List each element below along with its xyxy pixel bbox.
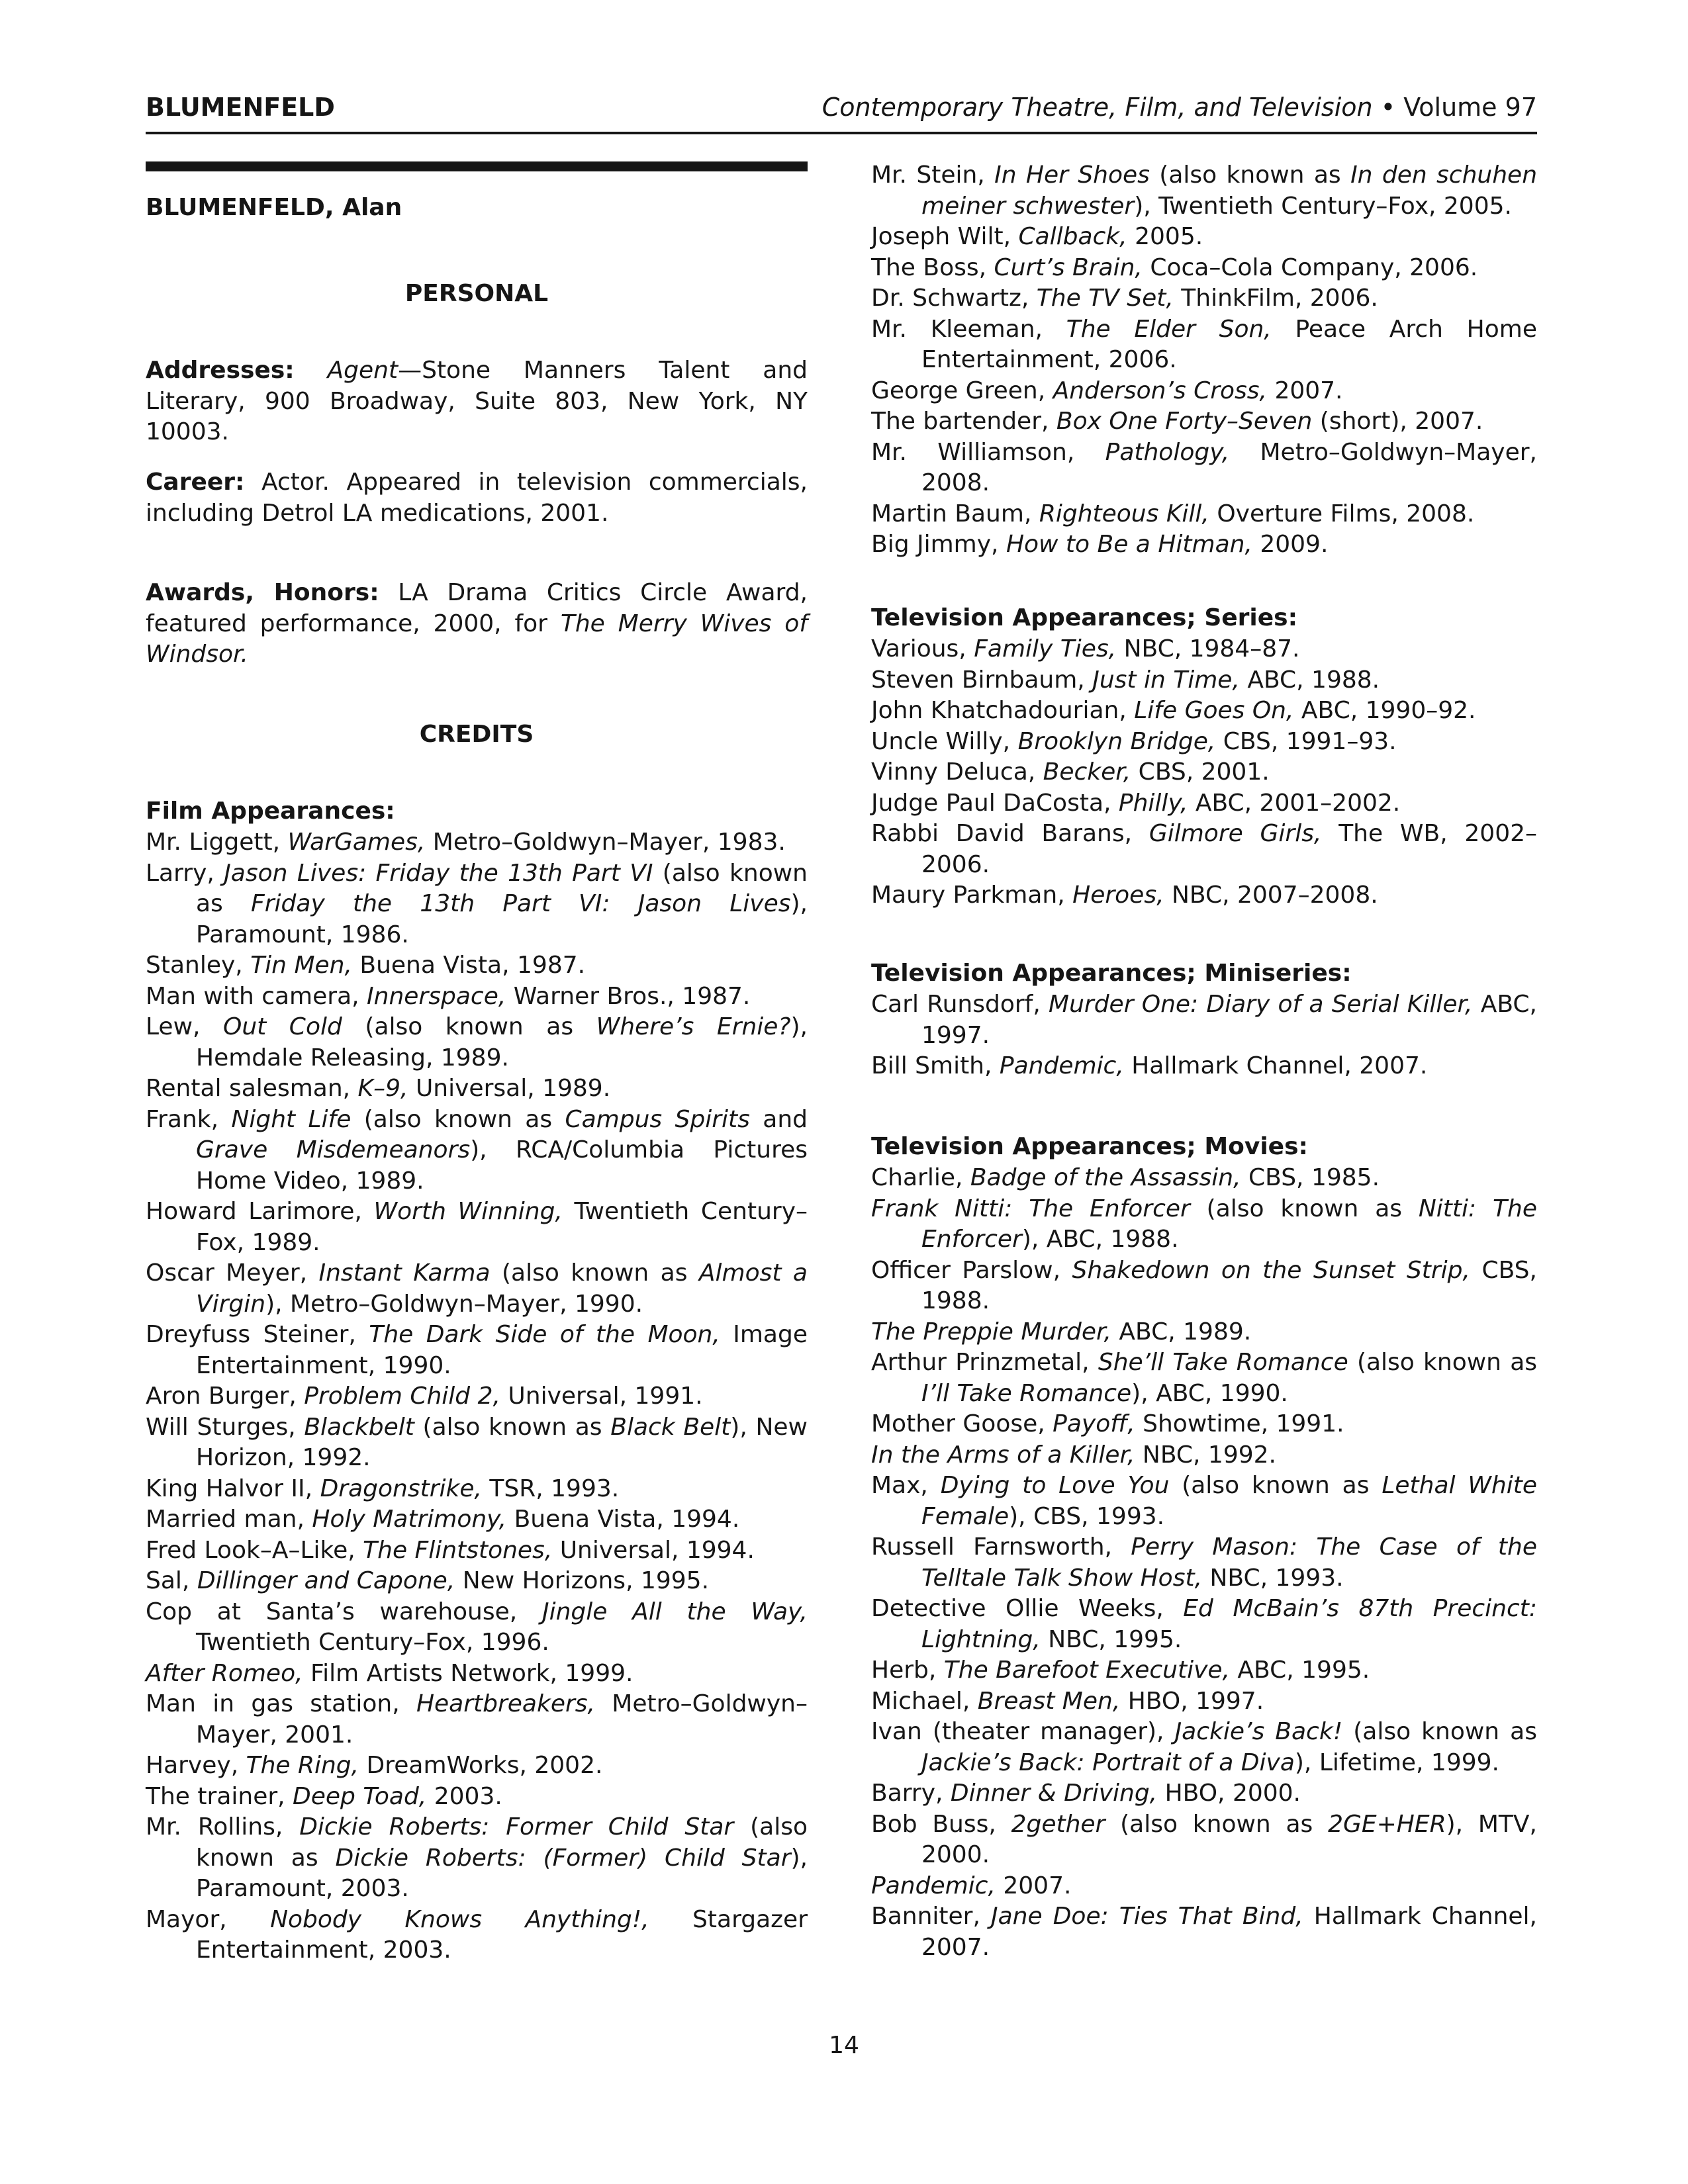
- volume-label: Volume 97: [1403, 93, 1537, 122]
- career-text: Actor. Appeared in television commercials, including Detrol LA medications, 2001.: [146, 469, 808, 527]
- credit-title: Lethal White Female: [921, 1472, 1538, 1530]
- credit-text: Big Jimmy,: [871, 531, 1006, 558]
- credit-text: (also known as: [1342, 1718, 1537, 1745]
- credit-entry: [146, 1812, 808, 1905]
- credit-title: Pandemic,: [999, 1052, 1124, 1079]
- credit-entry: [871, 437, 1537, 499]
- credit-text: Vinny Deluca,: [871, 758, 1043, 786]
- credit-entry: [146, 1782, 808, 1813]
- credit-text: (also known as: [414, 1413, 611, 1441]
- credit-title: Gilmore Girls,: [1149, 820, 1322, 847]
- credit-title: Breast Men,: [977, 1687, 1121, 1715]
- awards-label: Awards, Honors:: [146, 579, 379, 606]
- credit-entry: [146, 1689, 808, 1751]
- credit-text: Warner Bros., 1987.: [506, 982, 751, 1010]
- credit-text: 2007.: [995, 1872, 1072, 1899]
- credit-text: George Green,: [871, 377, 1053, 404]
- tv-series-list: [871, 634, 1537, 911]
- credit-text: NBC, 1993.: [1202, 1564, 1344, 1592]
- credit-text: (also known as: [1190, 1195, 1419, 1222]
- credit-text: Stargazer Entertainment, 2003.: [196, 1905, 808, 1964]
- credit-text: Metro–Goldwyn–Mayer, 1983.: [425, 829, 786, 856]
- credit-entry: [871, 1440, 1537, 1471]
- credit-text: Ivan (theater manager),: [871, 1718, 1175, 1745]
- credit-text: Universal, 1994.: [552, 1536, 755, 1564]
- credit-entry: [871, 1409, 1537, 1440]
- credit-text: ABC, 2001–2002.: [1188, 789, 1401, 817]
- credit-title: Friday the 13th Part VI: Jason Lives: [251, 890, 791, 917]
- credit-title: Heartbreakers,: [416, 1690, 595, 1717]
- addresses-paragraph: [146, 355, 808, 448]
- credit-text: The WB, 2002–2006.: [921, 820, 1538, 878]
- credit-entry: [871, 222, 1537, 253]
- credit-title: Blackbelt: [304, 1413, 414, 1441]
- credit-text: CBS, 1985.: [1241, 1164, 1380, 1191]
- credit-text: Barry,: [871, 1780, 951, 1807]
- credit-text: Buena Vista, 1987.: [352, 952, 586, 979]
- credit-text: Bob Buss,: [871, 1810, 1011, 1838]
- tv-miniseries-list: [871, 989, 1537, 1082]
- credit-text: CBS, 2001.: [1131, 758, 1270, 786]
- running-header: [146, 89, 1537, 134]
- credit-entry: [871, 1871, 1537, 1902]
- credit-title: Jason Lives: Friday the 13th Part VI: [224, 859, 653, 887]
- header-bullet: •: [1380, 93, 1396, 122]
- credit-title: She’ll Take Romance: [1098, 1349, 1348, 1376]
- credit-text: The Boss,: [871, 253, 994, 281]
- credit-text: Peace Arch Home Entertainment, 2006.: [921, 315, 1537, 373]
- credit-title: After Romeo,: [146, 1659, 303, 1687]
- credit-text: Steven Birnbaum,: [871, 666, 1093, 694]
- credit-text: ), MTV, 2000.: [921, 1810, 1537, 1868]
- credit-entry: [871, 1717, 1537, 1778]
- credit-title: Holy Matrimony,: [312, 1506, 507, 1533]
- credit-text: (also known as: [1149, 161, 1351, 189]
- credit-text: Metro–Goldwyn–Mayer, 2001.: [196, 1690, 808, 1749]
- credit-title: Problem Child 2,: [304, 1383, 500, 1410]
- credit-title: The Dark Side of the Moon,: [369, 1321, 720, 1348]
- credit-text: (also known as: [342, 1013, 596, 1040]
- credit-title: Almost a Virgin: [196, 1259, 808, 1318]
- credit-entry: [146, 1105, 808, 1197]
- credit-entry: [871, 727, 1537, 758]
- credit-text: Judge Paul DaCosta,: [871, 789, 1119, 817]
- career-paragraph: [146, 467, 808, 529]
- credit-entry: [871, 634, 1537, 665]
- credit-text: NBC, 1995.: [1040, 1625, 1182, 1653]
- credit-text: ), Hemdale Releasing, 1989.: [196, 1013, 808, 1071]
- credit-title: Campus Spirits: [565, 1105, 750, 1133]
- credit-text: Aron Burger,: [146, 1383, 305, 1410]
- credit-title: Callback,: [1018, 223, 1127, 250]
- credit-text: Dreyfuss Steiner,: [146, 1321, 369, 1348]
- credit-entry: [871, 529, 1537, 561]
- credit-text: Mr. Rollins,: [146, 1813, 300, 1841]
- credit-text: ), Lifetime, 1999.: [1294, 1749, 1499, 1776]
- credit-title: Shakedown on the Sunset Strip,: [1072, 1256, 1470, 1284]
- credit-text: Oscar Meyer,: [146, 1259, 319, 1287]
- credit-text: Metro–Goldwyn–Mayer, 2008.: [921, 438, 1537, 496]
- credit-text: NBC, 1992.: [1135, 1441, 1276, 1469]
- credit-text: King Halvor II,: [146, 1475, 320, 1502]
- credit-text: Dr. Schwartz,: [871, 285, 1037, 312]
- credit-entry: [871, 1471, 1537, 1532]
- credit-text: ABC, 1989.: [1111, 1318, 1252, 1345]
- credit-text: Mr. Williamson,: [871, 438, 1105, 466]
- credit-title: WarGames,: [287, 829, 426, 856]
- awards-paragraph: [146, 578, 808, 670]
- credit-text: Mr. Stein,: [871, 161, 995, 189]
- credit-text: NBC, 1984–87.: [1116, 635, 1300, 662]
- credit-text: (also known as: [490, 1259, 699, 1287]
- credit-text: Maury Parkman,: [871, 882, 1073, 909]
- credit-text: Herb,: [871, 1657, 944, 1684]
- section-title-film: Film Appearances:: [146, 797, 395, 825]
- credit-text: Bill Smith,: [871, 1052, 1000, 1079]
- credit-title: In the Arms of a Killer,: [871, 1441, 1135, 1469]
- credit-text: Michael,: [871, 1687, 978, 1715]
- credit-text: Will Sturges,: [146, 1413, 305, 1441]
- credit-title: Jackie’s Back!: [1174, 1718, 1343, 1745]
- credit-entry: [146, 1597, 808, 1659]
- credit-entry: [146, 1905, 808, 1966]
- credit-text: Joseph Wilt,: [871, 223, 1019, 250]
- credit-text: Mother Goose,: [871, 1410, 1053, 1437]
- credit-text: Twentieth Century–Fox, 1989.: [196, 1198, 808, 1256]
- credit-title: Becker,: [1043, 758, 1131, 786]
- credit-text: (also known as: [1105, 1810, 1329, 1838]
- credit-title: Murder One: Diary of a Serial Killer,: [1049, 991, 1473, 1018]
- credit-text: Howard Larimore,: [146, 1198, 374, 1225]
- credit-text: Showtime, 1991.: [1135, 1410, 1344, 1437]
- credit-text: The bartender,: [871, 408, 1056, 435]
- credit-text: CBS, 1991–93.: [1215, 727, 1397, 755]
- credit-text: Martin Baum,: [871, 500, 1039, 527]
- credit-entry: [871, 253, 1537, 284]
- credit-entry: [871, 160, 1537, 222]
- credit-text: Max,: [871, 1472, 941, 1499]
- credit-title: Jane Doe: Ties That Bind,: [990, 1903, 1303, 1930]
- section-title-tv-movies: Television Appearances; Movies:: [871, 1133, 1308, 1160]
- credit-text: Twentieth Century–Fox, 1996.: [196, 1629, 549, 1656]
- addresses-label: Addresses:: [146, 357, 295, 384]
- credit-title: Where’s Ernie?: [596, 1013, 791, 1040]
- credit-entry: [146, 1412, 808, 1474]
- credit-text: Lew,: [146, 1013, 223, 1040]
- credit-title: Frank Nitti: The Enforcer: [871, 1195, 1190, 1222]
- credit-text: ABC, 1990–92.: [1293, 697, 1476, 724]
- credit-text: ThinkFilm, 2006.: [1173, 285, 1378, 312]
- credit-text: Larry,: [146, 859, 224, 887]
- credit-text: Harvey,: [146, 1752, 246, 1779]
- tv-movies-list: [871, 1163, 1537, 1963]
- credit-text: (also known as: [196, 1813, 808, 1872]
- credit-text: CBS, 1988.: [921, 1256, 1537, 1314]
- credit-entry: [871, 1594, 1537, 1655]
- credit-title: Instant Karma: [318, 1259, 491, 1287]
- credit-title: Grave Misdemeanors: [196, 1136, 471, 1163]
- credit-entry: [871, 1163, 1537, 1194]
- addresses-text: —Stone Manners Talent and Literary, 900 Broadway, Suite 803, New York, NY 10003.: [146, 357, 808, 445]
- entry-name: BLUMENFELD, Alan: [146, 194, 402, 221]
- credit-text: Sal,: [146, 1567, 197, 1594]
- credit-title: Nobody Knows Anything!,: [270, 1905, 649, 1933]
- credit-entry: [871, 696, 1537, 727]
- credit-text: Overture Films, 2008.: [1209, 500, 1475, 527]
- credit-entry: [146, 1381, 808, 1412]
- credit-entry: [146, 1197, 808, 1258]
- credit-title: Dying to Love You: [940, 1472, 1170, 1499]
- credit-text: John Khatchadourian,: [871, 697, 1135, 724]
- credit-text: Fred Look–A–Like,: [146, 1536, 363, 1564]
- personal-heading: PERSONAL: [404, 280, 549, 307]
- credit-text: 2003.: [426, 1782, 502, 1810]
- credit-title: K–9,: [357, 1075, 408, 1102]
- credit-text: Carl Runsdorf,: [871, 991, 1049, 1018]
- section-title-tv-series: Television Appearances; Series:: [871, 604, 1297, 631]
- credit-entry: [146, 981, 808, 1013]
- credit-title: Dinner & Driving,: [950, 1780, 1158, 1807]
- credit-text: ), RCA/Columbia Pictures Home Video, 1989.: [196, 1136, 808, 1195]
- credit-title: Deep Toad,: [293, 1782, 427, 1810]
- credit-title: 2GE+HER: [1328, 1810, 1446, 1838]
- credit-title: Dickie Roberts: (Former) Child Star: [335, 1844, 791, 1872]
- credit-title: The Preppie Murder,: [871, 1318, 1111, 1345]
- credit-text: (also known as: [1169, 1472, 1382, 1499]
- credit-title: In Her Shoes: [994, 161, 1150, 189]
- credit-entry: [146, 858, 808, 951]
- credit-title: Brooklyn Bridge,: [1017, 727, 1216, 755]
- credit-text: ), Twentieth Century–Fox, 2005.: [1134, 192, 1512, 220]
- credit-title: Pathology,: [1105, 438, 1230, 466]
- credit-title: Dillinger and Capone,: [197, 1567, 455, 1594]
- credit-entry: [871, 1778, 1537, 1809]
- credit-text: Film Artists Network, 1999.: [303, 1659, 633, 1687]
- credit-entry: [871, 1051, 1537, 1082]
- credit-title: Night Life: [231, 1105, 352, 1133]
- credit-text: Coca–Cola Company, 2006.: [1142, 253, 1478, 281]
- credit-title: Black Belt: [610, 1413, 731, 1441]
- credit-title: Philly,: [1118, 789, 1188, 817]
- credit-title: How to Be a Hitman,: [1006, 531, 1252, 558]
- credit-text: New Horizons, 1995.: [455, 1567, 710, 1594]
- credit-title: Curt’s Brain,: [994, 253, 1143, 281]
- credit-title: 2gether: [1011, 1810, 1105, 1838]
- credit-text: Officer Parslow,: [871, 1256, 1072, 1284]
- credit-entry: [146, 1535, 808, 1567]
- credit-title: The Flintstones,: [363, 1536, 553, 1564]
- credit-entry: [146, 1566, 808, 1597]
- credit-title: Badge of the Assassin,: [970, 1164, 1241, 1191]
- credit-title: The Barefoot Executive,: [943, 1657, 1230, 1684]
- credit-text: Stanley,: [146, 952, 251, 979]
- credit-title: I’ll Take Romance: [921, 1379, 1132, 1407]
- awards-text: LA Drama Critics Circle Award, featured performance, 2000, for: [146, 579, 808, 637]
- credit-title: The Ring,: [246, 1752, 359, 1779]
- credit-title: The TV Set,: [1036, 285, 1174, 312]
- credit-text: Arthur Prinzmetal,: [871, 1349, 1098, 1376]
- credit-title: Out Cold: [223, 1013, 342, 1040]
- credit-text: Married man,: [146, 1506, 312, 1533]
- credit-title: Tin Men,: [250, 952, 352, 979]
- credit-entry: [871, 1901, 1537, 1963]
- credit-text: Mr. Liggett,: [146, 829, 288, 856]
- credit-title: The Elder Son,: [1066, 315, 1272, 343]
- running-head-surname: BLUMENFELD: [146, 93, 335, 122]
- credit-title: Righteous Kill,: [1039, 500, 1209, 527]
- credit-text: (also known as: [351, 1105, 565, 1133]
- credit-text: Hallmark Channel, 2007.: [921, 1903, 1537, 1961]
- credit-text: Image Entertainment, 1990.: [196, 1321, 808, 1379]
- credit-title: Jingle All the Way,: [541, 1598, 808, 1625]
- credit-title: Ed McBain’s 87th Precinct: Lightning,: [921, 1595, 1537, 1653]
- credit-text: (short), 2007.: [1312, 408, 1483, 435]
- credits-heading: CREDITS: [419, 721, 534, 748]
- film-list-right: [871, 160, 1537, 561]
- credit-title: Just in Time,: [1092, 666, 1240, 694]
- credit-title: Dickie Roberts: Former Child Star: [299, 1813, 734, 1841]
- credit-text: Detective Ollie Weeks,: [871, 1595, 1184, 1622]
- credit-text: Universal, 1991.: [500, 1383, 703, 1410]
- credit-title: In den schuhen meiner schwester: [921, 161, 1538, 220]
- credit-entry: [146, 1659, 808, 1690]
- credit-text: Buena Vista, 1994.: [506, 1506, 740, 1533]
- credit-entry: [871, 406, 1537, 437]
- credit-text: ), Paramount, 1986.: [196, 890, 808, 948]
- credit-entry: [871, 314, 1537, 376]
- credit-title: Box One Forty–Seven: [1056, 408, 1313, 435]
- credit-text: Mr. Kleeman,: [871, 315, 1066, 343]
- credit-entry: [871, 757, 1537, 788]
- credit-entry: [871, 665, 1537, 696]
- credit-title: Dragonstrike,: [320, 1475, 482, 1502]
- credit-text: Charlie,: [871, 1164, 970, 1191]
- credit-text: Man with camera,: [146, 982, 367, 1010]
- credit-entry: [871, 1686, 1537, 1717]
- page-number: 14: [829, 2032, 859, 2059]
- credit-title: Innerspace,: [367, 982, 506, 1010]
- credit-entry: [146, 1474, 808, 1505]
- credit-text: (also known as: [196, 859, 808, 917]
- credit-text: and: [749, 1105, 808, 1133]
- credit-text: ABC, 1995.: [1229, 1657, 1370, 1684]
- credit-text: Banniter,: [871, 1903, 991, 1930]
- credit-entry: [146, 1012, 808, 1073]
- credit-entry: [146, 1258, 808, 1320]
- credit-text: Uncle Willy,: [871, 727, 1018, 755]
- entry-top-rule: [146, 161, 808, 171]
- awards-title: The Merry Wives of Windsor.: [146, 610, 808, 668]
- credit-entry: [871, 989, 1537, 1051]
- credit-title: Nitti: The Enforcer: [921, 1195, 1537, 1253]
- credit-text: Russell Farnsworth,: [871, 1533, 1131, 1561]
- credit-title: Jackie’s Back: Portrait of a Diva: [921, 1749, 1295, 1776]
- credit-text: Mayor,: [146, 1905, 271, 1933]
- credit-entry: [146, 827, 808, 858]
- credit-entry: [871, 376, 1537, 407]
- credit-text: TSR, 1993.: [481, 1475, 620, 1502]
- credit-text: ), Paramount, 2003.: [196, 1844, 808, 1902]
- credit-text: ), Metro–Goldwyn–Mayer, 1990.: [265, 1290, 643, 1318]
- credit-text: 2007.: [1267, 377, 1343, 404]
- credit-entry: [871, 1655, 1537, 1686]
- credit-text: NBC, 2007–2008.: [1164, 882, 1378, 909]
- credit-entry: [146, 1751, 808, 1782]
- credit-entry: [146, 1504, 808, 1535]
- credit-text: 2005.: [1127, 223, 1203, 250]
- credit-text: ), CBS, 1993.: [1009, 1502, 1165, 1530]
- addresses-agent: Agent: [327, 357, 399, 384]
- credit-entry: [871, 880, 1537, 911]
- credit-title: Life Goes On,: [1134, 697, 1294, 724]
- credit-text: (also known as: [1348, 1349, 1538, 1376]
- credit-text: Rental salesman,: [146, 1075, 358, 1102]
- credit-title: Family Ties,: [974, 635, 1117, 662]
- credit-text: Hallmark Channel, 2007.: [1123, 1052, 1428, 1079]
- credit-text: ), ABC, 1990.: [1131, 1379, 1288, 1407]
- section-title-tv-miniseries: Television Appearances; Miniseries:: [871, 960, 1352, 987]
- credit-text: The trainer,: [146, 1782, 293, 1810]
- credit-title: Worth Winning,: [373, 1198, 563, 1225]
- credit-text: HBO, 1997.: [1120, 1687, 1264, 1715]
- credit-entry: [871, 1809, 1537, 1871]
- film-list-left: [146, 827, 808, 1966]
- credit-entry: [146, 1073, 808, 1105]
- credit-title: Heroes,: [1072, 882, 1164, 909]
- credit-entry: [871, 1532, 1537, 1594]
- credit-title: Perry Mason: The Case of the Telltale Talk Show Host,: [921, 1533, 1537, 1592]
- credit-text: ABC, 1988.: [1239, 666, 1380, 694]
- credit-entry: [871, 1347, 1537, 1409]
- career-label: Career:: [146, 469, 245, 496]
- credit-entry: [871, 1317, 1537, 1348]
- credit-text: Man in gas station,: [146, 1690, 416, 1717]
- credit-title: Payoff,: [1053, 1410, 1135, 1437]
- credit-entry: [871, 1255, 1537, 1317]
- running-head-publication: [822, 92, 1537, 123]
- credit-entry: [871, 499, 1537, 530]
- credit-text: HBO, 2000.: [1157, 1780, 1301, 1807]
- credit-text: 2009.: [1252, 531, 1329, 558]
- credit-text: Frank,: [146, 1105, 232, 1133]
- credit-text: ), New Horizon, 1992.: [196, 1413, 808, 1471]
- credit-text: DreamWorks, 2002.: [359, 1752, 603, 1779]
- credit-entry: [146, 1320, 808, 1381]
- credit-title: Anderson’s Cross,: [1053, 377, 1267, 404]
- credit-title: Pandemic,: [871, 1872, 996, 1899]
- credit-entry: [146, 950, 808, 981]
- credit-entry: [871, 788, 1537, 819]
- publication-title: Contemporary Theatre, Film, and Television: [821, 93, 1373, 122]
- credit-text: Universal, 1989.: [408, 1075, 611, 1102]
- credit-entry: [871, 1194, 1537, 1255]
- credit-text: Rabbi David Barans,: [871, 820, 1149, 847]
- credit-text: ), ABC, 1988.: [1021, 1226, 1179, 1253]
- credit-text: ABC, 1997.: [921, 991, 1537, 1049]
- credit-text: Various,: [871, 635, 974, 662]
- credit-entry: [871, 819, 1537, 880]
- credit-entry: [871, 283, 1537, 314]
- credit-text: Cop at Santa’s warehouse,: [146, 1598, 542, 1625]
